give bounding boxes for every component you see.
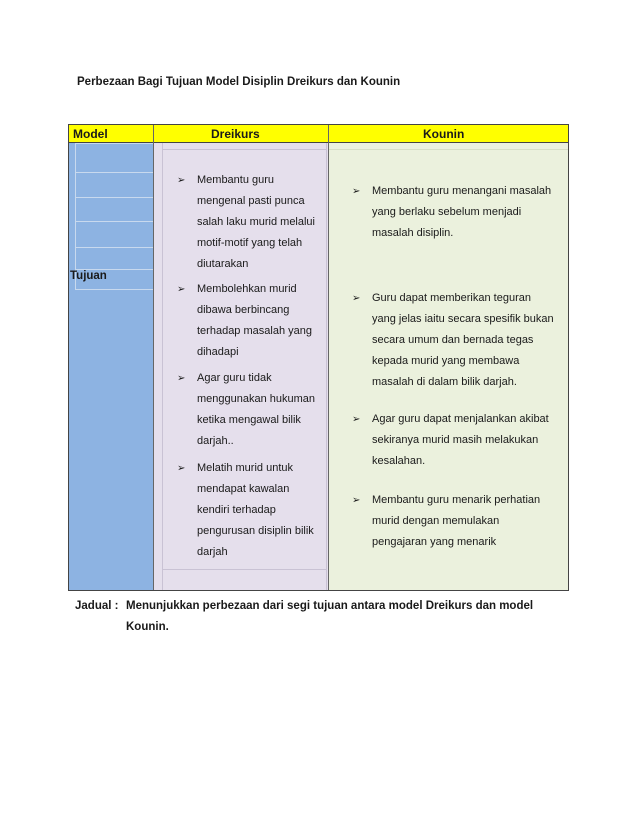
model-column xyxy=(69,143,153,590)
dreikurs-bullet-text: pengurusan disiplin bilik xyxy=(197,525,314,537)
kounin-bullet-text: Membantu guru menangani masalah xyxy=(372,185,552,197)
comparison-table xyxy=(68,124,569,591)
kounin-bullet-text: masalah disiplin. xyxy=(372,227,454,239)
dreikurs-bullet-text: Membantu guru xyxy=(197,174,275,186)
arrow-bullet-icon: ➢ xyxy=(352,495,361,506)
dreikurs-bullet-text: Melatih murid untuk xyxy=(197,462,293,474)
dreikurs-bullet-text: mengenal pasti punca xyxy=(197,195,305,207)
dreikurs-bullet-text: salah laku murid melalui xyxy=(197,216,315,228)
dreikurs-bullet-text: diutarakan xyxy=(197,258,249,270)
dreikurs-bullet-text: Membolehkan murid xyxy=(197,283,297,295)
caption-text-line2: Kounin. xyxy=(126,621,169,633)
dreikurs-bullet-text: darjah.. xyxy=(197,435,234,447)
arrow-bullet-icon: ➢ xyxy=(177,175,186,186)
dreikurs-bullet-text: motif-motif yang telah xyxy=(197,237,303,249)
page-heading: Perbezaan Bagi Tujuan Model Disiplin Dreikurs dan Kounin xyxy=(77,76,401,88)
dreikurs-bullet-text: terhadap masalah yang xyxy=(197,325,312,337)
arrow-bullet-icon: ➢ xyxy=(352,186,361,197)
kounin-bullet-text: masalah di dalam bilik darjah. xyxy=(372,376,517,388)
kounin-bullet-text: pengajaran yang menarik xyxy=(372,536,497,548)
dreikurs-bullet-text: mendapat kawalan xyxy=(197,483,290,495)
arrow-bullet-icon: ➢ xyxy=(177,463,186,474)
header-kounin: Kounin xyxy=(423,127,465,141)
kounin-bullet-text: yang jelas iaitu secara spesifik bukan xyxy=(372,313,554,325)
dreikurs-bullet-text: Agar guru tidak xyxy=(197,372,272,384)
header-model: Model xyxy=(73,127,108,141)
dreikurs-bullet-text: dihadapi xyxy=(197,346,239,358)
caption-text-line1: Menunjukkan perbezaan dari segi tujuan antara model Dreikurs dan model xyxy=(126,600,534,612)
arrow-bullet-icon: ➢ xyxy=(177,373,186,384)
dreikurs-bullet-text: menggunakan hukuman xyxy=(197,393,316,405)
kounin-bullet-text: yang berlaku sebelum menjadi xyxy=(372,206,522,218)
kounin-bullet-text: Membantu guru menarik perhatian xyxy=(372,494,541,506)
dreikurs-bullet-text: darjah xyxy=(197,546,228,558)
row-label-tujuan: Tujuan xyxy=(70,270,107,282)
kounin-bullet-text: kepada murid yang membawa xyxy=(372,355,520,367)
kounin-bullet-text: secara umum dan bernada tegas xyxy=(372,334,534,346)
dreikurs-bullet-text: ketika mengawal bilik xyxy=(197,414,301,426)
kounin-bullet-text: murid dengan memulakan xyxy=(372,515,500,527)
table-header-row xyxy=(69,125,568,143)
dreikurs-bullet-text: dibawa berbincang xyxy=(197,304,290,316)
kounin-bullet-text: sekiranya murid masih melakukan xyxy=(372,434,539,446)
arrow-bullet-icon: ➢ xyxy=(177,284,186,295)
kounin-bullet-text: Guru dapat memberikan teguran xyxy=(372,292,531,304)
arrow-bullet-icon: ➢ xyxy=(352,414,361,425)
header-dreikurs: Dreikurs xyxy=(211,127,260,141)
arrow-bullet-icon: ➢ xyxy=(352,293,361,304)
dreikurs-bullet-text: kendiri terhadap xyxy=(197,504,276,516)
caption-label: Jadual : xyxy=(75,600,119,612)
kounin-bullet-text: kesalahan. xyxy=(372,455,426,467)
kounin-bullet-text: Agar guru dapat menjalankan akibat xyxy=(372,413,549,425)
